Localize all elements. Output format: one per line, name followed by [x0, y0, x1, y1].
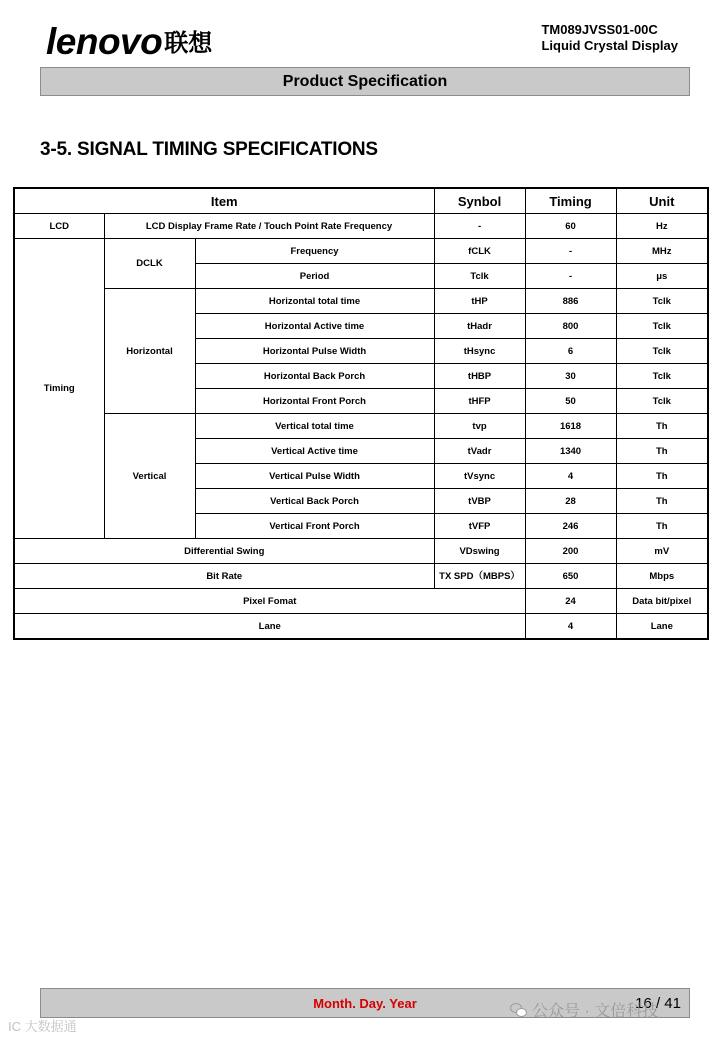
vertical-symbol: tVBP: [434, 489, 525, 514]
dclk-timing: -: [525, 239, 616, 264]
horizontal-unit: Tclk: [616, 389, 708, 414]
dclk-unit: MHz: [616, 239, 708, 264]
horizontal-symbol: tHP: [434, 289, 525, 314]
doc-code: TM089JVSS01-00C: [541, 22, 658, 37]
horizontal-unit: Tclk: [616, 289, 708, 314]
horizontal-timing: 30: [525, 364, 616, 389]
vertical-symbol: tvp: [434, 414, 525, 439]
vertical-param: Vertical Pulse Width: [195, 464, 434, 489]
page-number: 16 / 41: [635, 995, 681, 1012]
doc-type: Liquid Crystal Display: [541, 38, 678, 53]
horizontal-symbol: tHadr: [434, 314, 525, 339]
horizontal-timing: 886: [525, 289, 616, 314]
watermark-left: IC 大数据通: [8, 1019, 77, 1034]
vertical-label: Vertical: [104, 414, 195, 539]
lane-unit: Lane: [616, 614, 708, 640]
lenovo-logo: lenovo联想: [46, 21, 213, 62]
dclk-param: Frequency: [195, 239, 434, 264]
table-row: [14, 564, 708, 589]
differential-swing-symbol: VDswing: [434, 539, 525, 564]
bit-rate-unit: Mbps: [616, 564, 708, 589]
horizontal-timing: 800: [525, 314, 616, 339]
horizontal-param: Horizontal Pulse Width: [195, 339, 434, 364]
horizontal-symbol: tHBP: [434, 364, 525, 389]
footer-date: Month. Day. Year: [313, 996, 417, 1011]
lane-timing: 4: [525, 614, 616, 640]
vertical-unit: Th: [616, 464, 708, 489]
lenovo-logo-cn: 联想: [164, 30, 213, 57]
vertical-param: Vertical Back Porch: [195, 489, 434, 514]
header-bar: [40, 67, 690, 96]
lane-label: Lane: [14, 614, 525, 640]
horizontal-label: Horizontal: [104, 289, 195, 414]
dclk-label: DCLK: [104, 239, 195, 289]
dclk-param: Period: [195, 264, 434, 289]
table-row: [14, 414, 708, 439]
bit-rate-symbol: TX SPD（MBPS）: [434, 564, 525, 589]
timing-group-label: Timing: [14, 239, 104, 539]
differential-swing-label: Differential Swing: [14, 539, 434, 564]
vertical-param: Vertical Active time: [195, 439, 434, 464]
bit-rate-timing: 650: [525, 564, 616, 589]
vertical-timing: 4: [525, 464, 616, 489]
horizontal-unit: Tclk: [616, 314, 708, 339]
vertical-symbol: tVsync: [434, 464, 525, 489]
wechat-icon: [510, 1003, 528, 1017]
document-id: [541, 22, 678, 54]
horizontal-param: Horizontal Front Porch: [195, 389, 434, 414]
lcd-param: LCD Display Frame Rate / Touch Point Rate Frequency: [104, 214, 434, 239]
vertical-timing: 1618: [525, 414, 616, 439]
vertical-timing: 1340: [525, 439, 616, 464]
header-unit: Unit: [616, 188, 708, 214]
header-symbol: Synbol: [434, 188, 525, 214]
table-row: [14, 589, 708, 614]
table-row: [14, 214, 708, 239]
bit-rate-label: Bit Rate: [14, 564, 434, 589]
pixel-format-label: Pixel Fomat: [14, 589, 525, 614]
differential-swing-unit: mV: [616, 539, 708, 564]
horizontal-symbol: tHFP: [434, 389, 525, 414]
table-row: [14, 289, 708, 314]
lcd-unit: Hz: [616, 214, 708, 239]
vertical-unit: Th: [616, 439, 708, 464]
header-bar-title: Product Specification: [282, 72, 448, 90]
dclk-symbol: Tclk: [434, 264, 525, 289]
lcd-symbol: -: [434, 214, 525, 239]
vertical-timing: 28: [525, 489, 616, 514]
table-row: [14, 614, 708, 640]
vertical-param: Vertical Front Porch: [195, 514, 434, 539]
pixel-format-unit: Data bit/pixel: [616, 589, 708, 614]
watermark-right: [510, 998, 658, 1021]
horizontal-unit: Tclk: [616, 364, 708, 389]
table-header-row: [14, 188, 708, 214]
horizontal-param: Horizontal Back Porch: [195, 364, 434, 389]
horizontal-param: Horizontal Active time: [195, 314, 434, 339]
horizontal-timing: 6: [525, 339, 616, 364]
signal-timing-table: [13, 187, 709, 640]
table-row: [14, 239, 708, 264]
lcd-label: LCD: [14, 214, 104, 239]
watermark-right-text: 公众号 · 文倍科技: [532, 1003, 659, 1020]
vertical-unit: Th: [616, 489, 708, 514]
dclk-unit: μs: [616, 264, 708, 289]
horizontal-timing: 50: [525, 389, 616, 414]
vertical-timing: 246: [525, 514, 616, 539]
vertical-symbol: tVadr: [434, 439, 525, 464]
vertical-unit: Th: [616, 514, 708, 539]
horizontal-symbol: tHsync: [434, 339, 525, 364]
dclk-symbol: fCLK: [434, 239, 525, 264]
lcd-timing: 60: [525, 214, 616, 239]
header-timing: Timing: [525, 188, 616, 214]
vertical-unit: Th: [616, 414, 708, 439]
differential-swing-timing: 200: [525, 539, 616, 564]
section-title: 3-5. SIGNAL TIMING SPECIFICATIONS: [40, 139, 378, 160]
horizontal-unit: Tclk: [616, 339, 708, 364]
dclk-timing: -: [525, 264, 616, 289]
vertical-param: Vertical total time: [195, 414, 434, 439]
header-item: Item: [14, 188, 434, 214]
vertical-symbol: tVFP: [434, 514, 525, 539]
table-row: [14, 539, 708, 564]
horizontal-param: Horizontal total time: [195, 289, 434, 314]
pixel-format-timing: 24: [525, 589, 616, 614]
